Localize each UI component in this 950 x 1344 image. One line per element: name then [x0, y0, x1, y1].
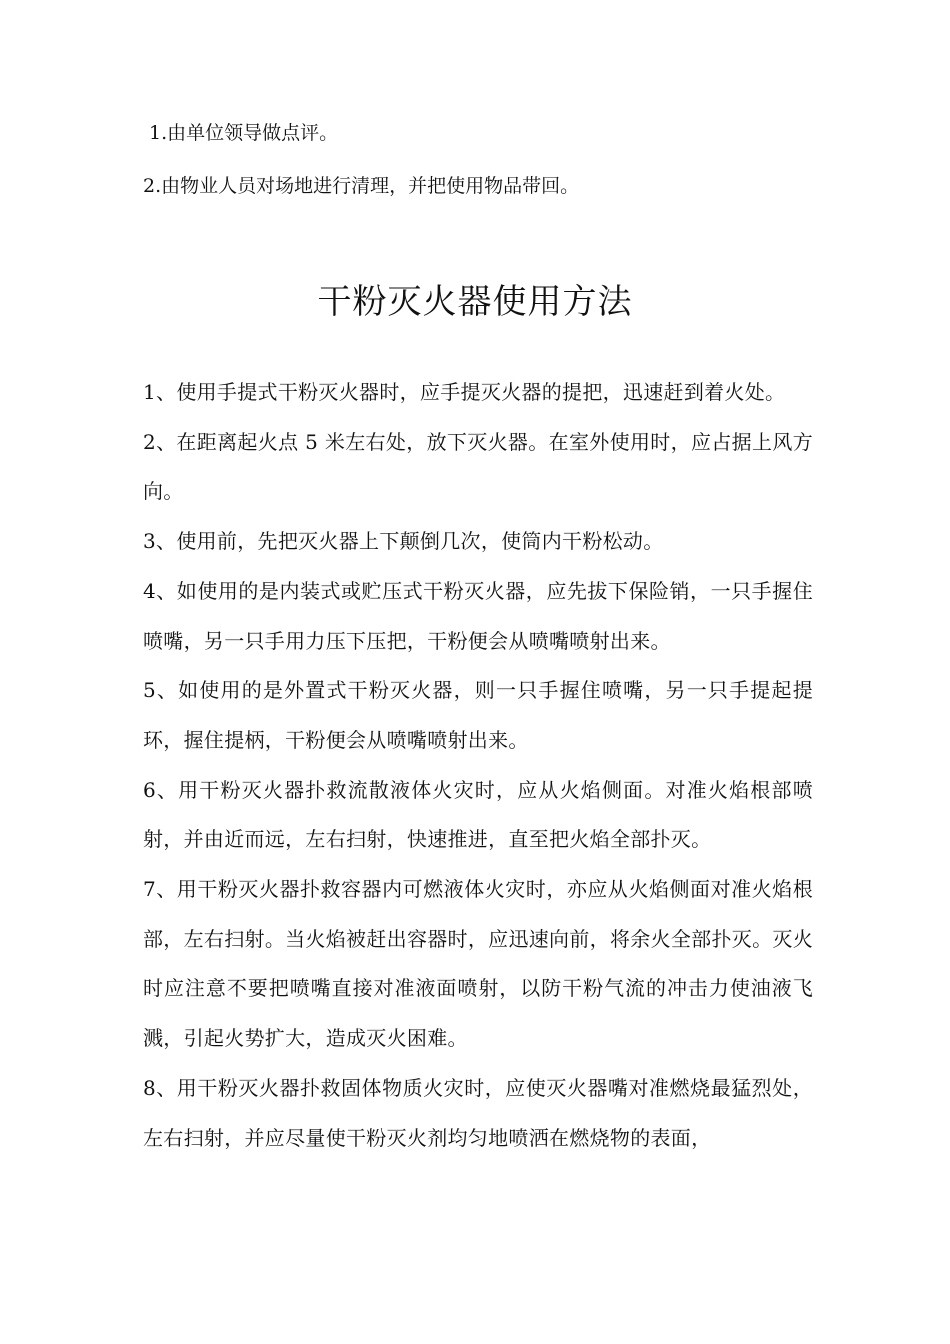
instruction-steps	[143, 368, 813, 1163]
intro-line-1: 1.由单位领导做点评。	[149, 122, 339, 144]
step-7: 7、用干粉灭火器扑救容器内可燃液体火灾时，亦应从火焰侧面对准火焰根部，左右扫射。当火焰被赶出容器时，应迅速向前，将余火全部扑灭。灭火时应注意不要把喷嘴直接对准液面喷射，以防干粉气流的冲击力使油液飞溅，引起火势扩大，造成灭火困难。	[143, 877, 813, 1051]
document-title: 干粉灭火器使用方法	[317, 282, 633, 322]
step-6: 6、用干粉灭火器扑救流散液体火灾时，应从火焰侧面。对准火焰根部喷射，并由近而远，左右扫射，快速推进，直至把火焰全部扑灭。	[143, 777, 813, 852]
step-5: 5、如使用的是外置式干粉灭火器，则一只手握住喷嘴，另一只手提起提环，握住提柄，干粉便会从喷嘴喷射出来。	[143, 678, 813, 752]
step-8: 8、用干粉灭火器扑救固体物质火灾时，应使灭火器嘴对准燃烧最猛烈处，左右扫射，并应尽量使干粉灭火剂均匀地喷洒在燃烧物的表面，	[143, 1075, 813, 1150]
intro-line-2: 2.由物业人员对场地进行清理，并把使用物品带回。	[143, 175, 580, 197]
step-2: 2、在距离起火点 5 米左右处，放下灭火器。在室外使用时，应占据上风方向。	[143, 429, 813, 504]
step-1: 1、使用手提式干粉灭火器时，应手提灭火器的提把，迅速赶到着火处。	[143, 380, 786, 404]
step-3: 3、使用前，先把灭火器上下颠倒几次，使筒内干粉松动。	[143, 529, 664, 554]
step-4: 4、如使用的是内装式或贮压式干粉灭火器，应先拔下保险销，一只手握住喷嘴，另一只手用力压下压把，干粉便会从喷嘴喷射出来。	[143, 578, 813, 653]
